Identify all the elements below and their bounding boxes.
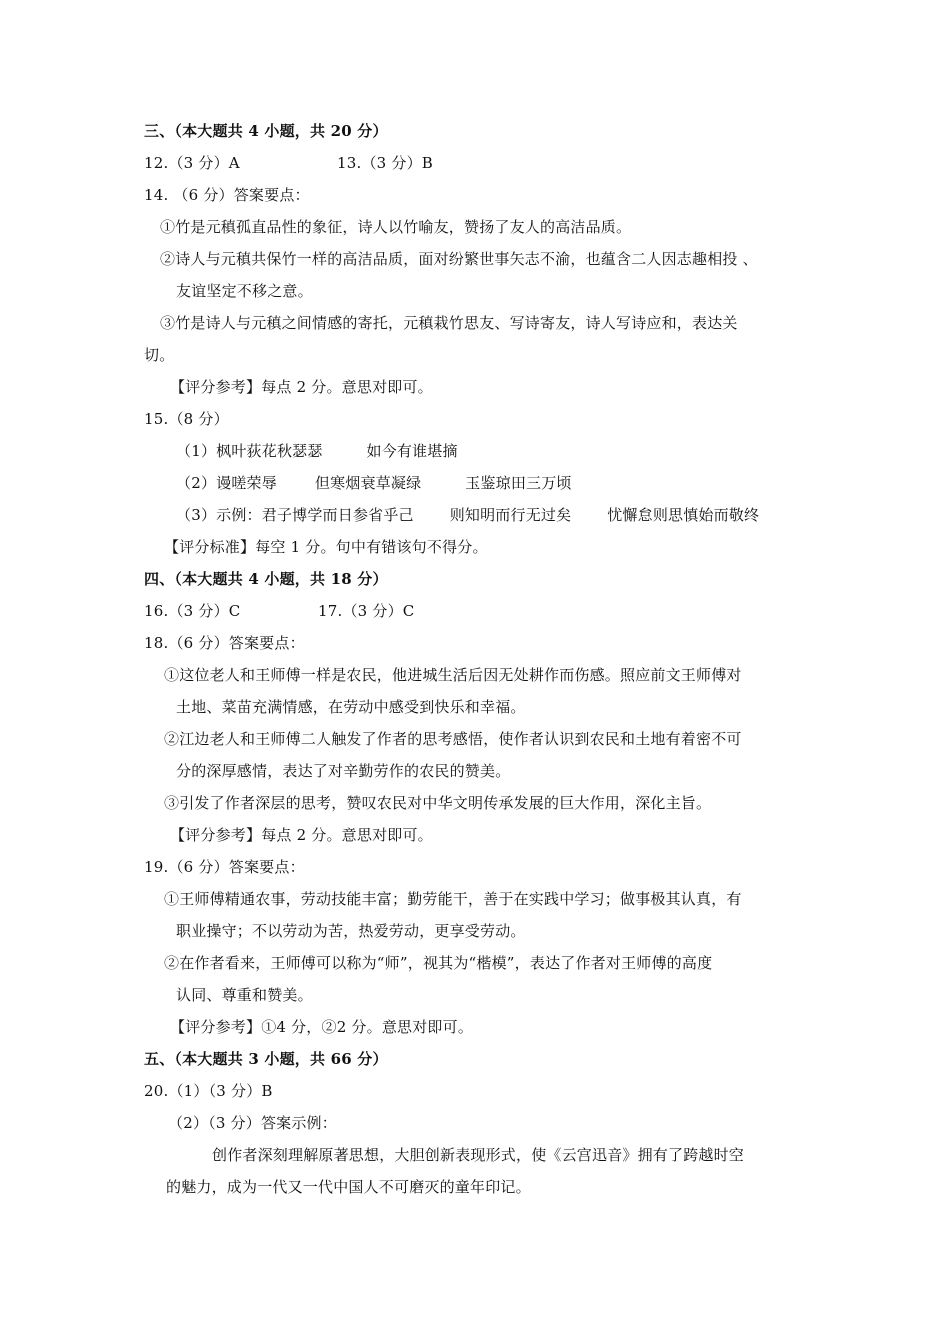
q18-point-2a: ②江边老人和王师傅二人触发了作者的思考感悟，使作者认识到农民和土地有着密不可 bbox=[164, 730, 742, 748]
q14-point-2b: 友谊坚定不移之意。 bbox=[176, 282, 313, 300]
q14-point-3b: 切。 bbox=[144, 346, 175, 364]
q15-scoring: 【评分标准】每空 1 分。句中有错该句不得分。 bbox=[164, 538, 488, 556]
q19-point-1b: 职业操守；不以劳动为苦，热爱劳动，更享受劳动。 bbox=[176, 922, 526, 940]
q15-a1-part1: （1）枫叶荻花秋瑟瑟 bbox=[176, 442, 323, 460]
q20-part-2-title: （2）（3 分）答案示例： bbox=[168, 1114, 337, 1132]
q19-scoring: 【评分参考】①4 分，②2 分。意思对即可。 bbox=[170, 1018, 474, 1036]
q19-point-2b: 认同、尊重和赞美。 bbox=[176, 986, 313, 1004]
q18-point-1a: ①这位老人和王师傅一样是农民，他进城生活后因无处耕作而伤感。照应前文王师傅对 bbox=[164, 666, 742, 684]
q17-answer: 17.（3 分）C bbox=[318, 602, 415, 620]
section-4-heading: 四、（本大题共 4 小题，共 18 分） bbox=[144, 570, 388, 588]
q18-point-2b: 分的深厚感情，表达了对辛勤劳作的农民的赞美。 bbox=[176, 762, 511, 780]
section-3-heading: 三、（本大题共 4 小题，共 20 分） bbox=[144, 122, 388, 140]
q18-title: 18.（6 分）答案要点： bbox=[144, 634, 305, 652]
q14-point-3a: ③竹是诗人与元稹之间情感的寄托，元稹栽竹思友、写诗寄友，诗人写诗应和，表达关 bbox=[160, 314, 738, 332]
q19-point-1a: ①王师傅精通农事，劳动技能丰富；勤劳能干，善于在实践中学习；做事极其认真，有 bbox=[164, 890, 742, 908]
q19-title: 19.（6 分）答案要点： bbox=[144, 858, 305, 876]
q15-a3-part3: 忧懈怠则思慎始而敬终 bbox=[607, 506, 760, 524]
q14-scoring: 【评分参考】每点 2 分。意思对即可。 bbox=[170, 378, 433, 396]
q15-a2-part3: 玉鉴琼田三万顷 bbox=[465, 474, 572, 492]
q15-a2-part2: 但寒烟衰草凝绿 bbox=[314, 474, 422, 492]
q15-answer-3 bbox=[176, 505, 759, 525]
q18-scoring: 【评分参考】每点 2 分。意思对即可。 bbox=[170, 826, 433, 844]
q15-a3-part1: （3）示例：君子博学而日参省乎己 bbox=[176, 506, 414, 524]
q20-part-1: 20.（1）（3 分）B bbox=[144, 1082, 273, 1100]
q14-point-1: ①竹是元稹孤直品性的象征，诗人以竹喻友，赞扬了友人的高洁品质。 bbox=[160, 218, 632, 236]
q19-point-2a: ②在作者看来，王师傅可以称为“师”，视其为“楷模”，表达了作者对王师傅的高度 bbox=[164, 954, 713, 972]
q20-answer-line-2: 的魅力，成为一代又一代中国人不可磨灭的童年印记。 bbox=[166, 1178, 531, 1196]
q15-answer-1 bbox=[176, 441, 458, 461]
q15-title: 15.（8 分） bbox=[144, 410, 229, 428]
q13-answer: 13.（3 分）B bbox=[337, 154, 433, 172]
q20-answer-line-1: 创作者深刻理解原著思想，大胆创新表现形式，使《云宫迅音》拥有了跨越时空 bbox=[212, 1146, 745, 1164]
q18-point-1b: 土地、菜苗充满情感，在劳动中感受到快乐和幸福。 bbox=[176, 698, 526, 716]
q15-a2-part1: （2）谩嗟荣辱 bbox=[176, 474, 277, 492]
q14-point-2a: ②诗人与元稹共保竹一样的高洁品质，面对纷繁世事矢志不渝，也蕴含二人因志趣相投 、 bbox=[160, 250, 758, 268]
q18-point-3: ③引发了作者深层的思考，赞叹农民对中华文明传承发展的巨大作用，深化主旨。 bbox=[164, 794, 712, 812]
q15-answer-2 bbox=[176, 473, 572, 493]
q15-a3-part2: 则知明而行无过矣 bbox=[449, 506, 572, 524]
q12-answer: 12.（3 分）A bbox=[144, 154, 240, 172]
section-5-heading: 五、（本大题共 3 小题，共 66 分） bbox=[144, 1050, 388, 1068]
q15-a1-part2: 如今有谁堪摘 bbox=[366, 442, 458, 460]
q14-title: 14. （6 分）答案要点： bbox=[144, 186, 310, 204]
q16-answer: 16.（3 分）C bbox=[144, 602, 241, 620]
